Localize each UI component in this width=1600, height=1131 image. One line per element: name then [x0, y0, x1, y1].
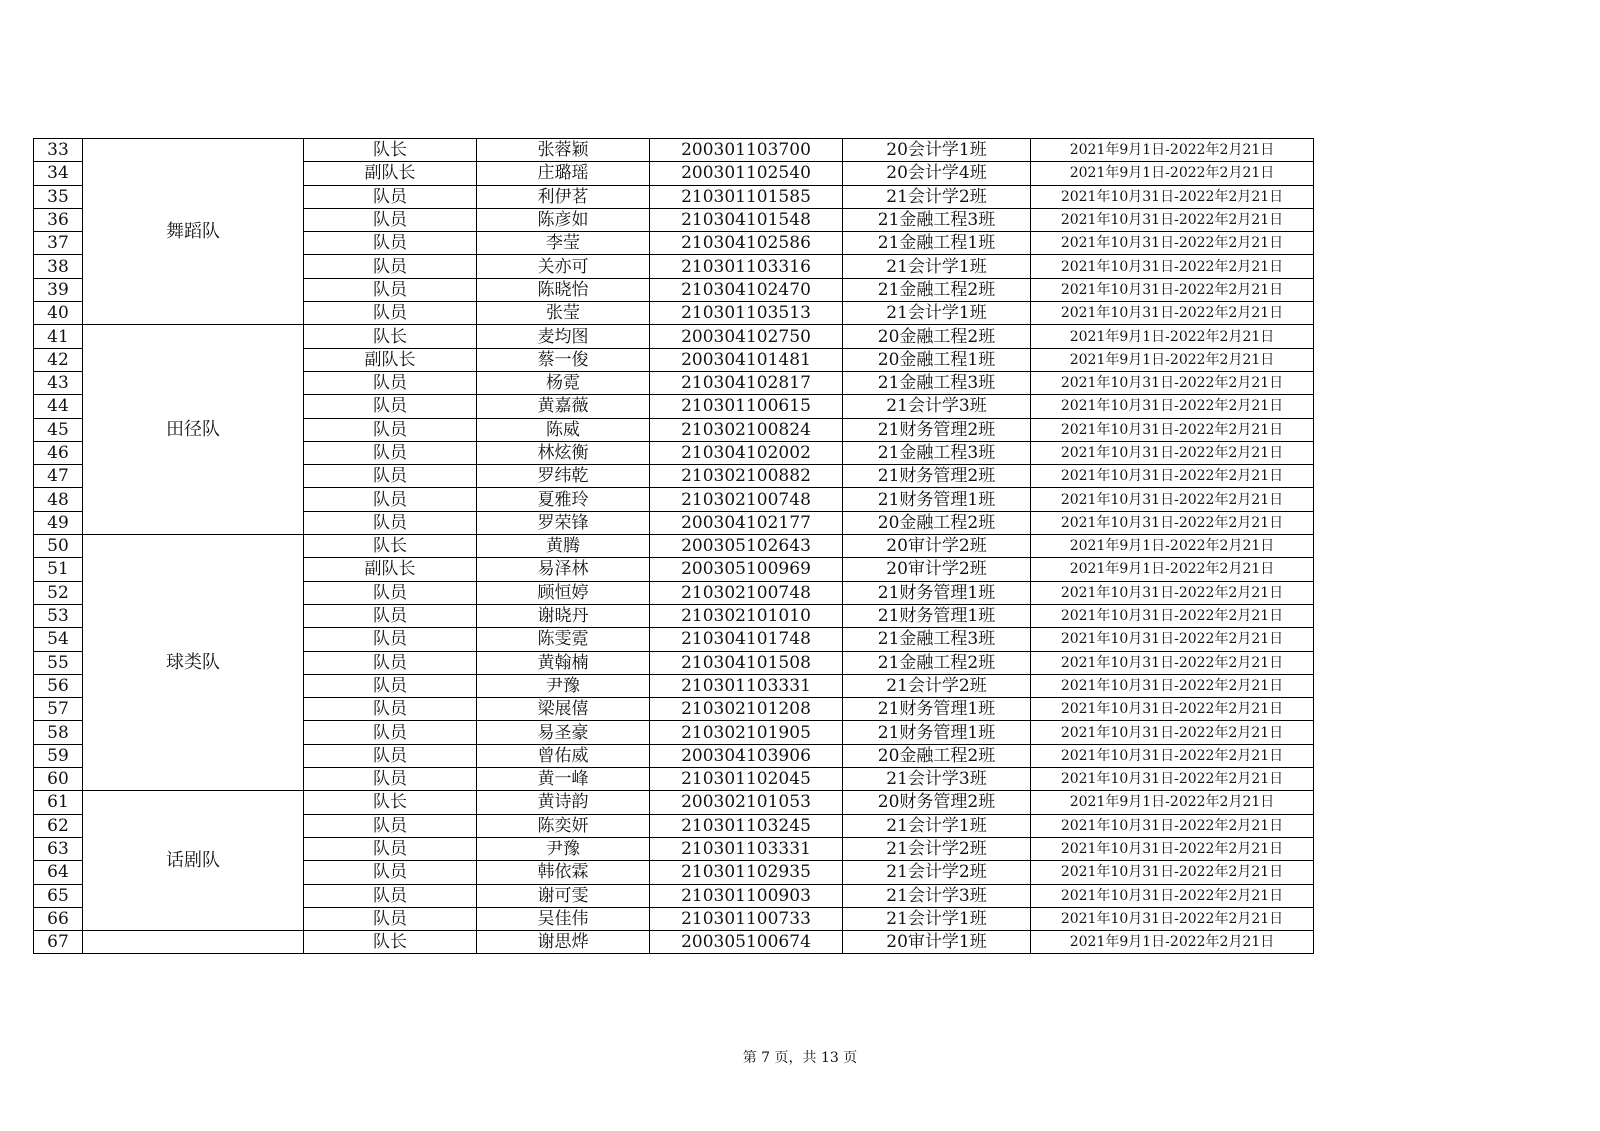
class-cell: 21财务管理1班 [843, 604, 1031, 627]
name-cell: 蔡一俊 [477, 348, 650, 371]
student-id-cell: 200305100674 [650, 931, 843, 954]
term-period-cell: 2021年10月31日-2022年2月21日 [1031, 395, 1314, 418]
class-cell: 21财务管理2班 [843, 418, 1031, 441]
student-id-cell: 210302101208 [650, 698, 843, 721]
class-cell: 21会计学3班 [843, 768, 1031, 791]
team-cell: 舞蹈队 [83, 139, 304, 325]
name-cell: 陈雯霓 [477, 628, 650, 651]
name-cell: 黄翰楠 [477, 651, 650, 674]
table-row [34, 325, 1314, 348]
student-id-cell: 210301103331 [650, 837, 843, 860]
row-number: 53 [34, 604, 83, 627]
row-number: 45 [34, 418, 83, 441]
student-id-cell: 200304102177 [650, 511, 843, 534]
role-cell: 队员 [304, 208, 477, 231]
table-row [34, 791, 1314, 814]
row-number: 61 [34, 791, 83, 814]
class-cell: 21金融工程2班 [843, 651, 1031, 674]
row-number: 52 [34, 581, 83, 604]
name-cell: 庄璐瑶 [477, 162, 650, 185]
role-cell: 队员 [304, 768, 477, 791]
name-cell: 陈奕妍 [477, 814, 650, 837]
class-cell: 21会计学1班 [843, 302, 1031, 325]
role-cell: 队员 [304, 441, 477, 464]
row-number: 37 [34, 232, 83, 255]
row-number: 63 [34, 837, 83, 860]
row-number: 39 [34, 278, 83, 301]
class-cell: 20审计学2班 [843, 558, 1031, 581]
roster-table [33, 138, 1314, 954]
student-id-cell: 210301101585 [650, 185, 843, 208]
class-cell: 21金融工程2班 [843, 278, 1031, 301]
name-cell: 张蓉颖 [477, 139, 650, 162]
row-number: 36 [34, 208, 83, 231]
student-id-cell: 210301103245 [650, 814, 843, 837]
class-cell: 20财务管理2班 [843, 791, 1031, 814]
class-cell: 20会计学1班 [843, 139, 1031, 162]
role-cell: 队员 [304, 185, 477, 208]
class-cell: 21金融工程1班 [843, 232, 1031, 255]
name-cell: 罗荣锋 [477, 511, 650, 534]
term-period-cell: 2021年9月1日-2022年2月21日 [1031, 139, 1314, 162]
role-cell: 队长 [304, 139, 477, 162]
row-number: 41 [34, 325, 83, 348]
term-period-cell: 2021年10月31日-2022年2月21日 [1031, 511, 1314, 534]
term-period-cell: 2021年9月1日-2022年2月21日 [1031, 535, 1314, 558]
term-period-cell: 2021年9月1日-2022年2月21日 [1031, 791, 1314, 814]
term-period-cell: 2021年10月31日-2022年2月21日 [1031, 418, 1314, 441]
class-cell: 20金融工程1班 [843, 348, 1031, 371]
student-id-cell: 210304102817 [650, 371, 843, 394]
role-cell: 队员 [304, 674, 477, 697]
row-number: 33 [34, 139, 83, 162]
class-cell: 21会计学2班 [843, 861, 1031, 884]
name-cell: 尹豫 [477, 674, 650, 697]
name-cell: 谢可雯 [477, 884, 650, 907]
class-cell: 20审计学1班 [843, 931, 1031, 954]
row-number: 58 [34, 721, 83, 744]
class-cell: 20金融工程2班 [843, 744, 1031, 767]
role-cell: 队员 [304, 278, 477, 301]
team-cell [83, 931, 304, 954]
row-number: 49 [34, 511, 83, 534]
name-cell: 陈彦如 [477, 208, 650, 231]
student-id-cell: 210304102470 [650, 278, 843, 301]
term-period-cell: 2021年10月31日-2022年2月21日 [1031, 628, 1314, 651]
student-id-cell: 210301103513 [650, 302, 843, 325]
class-cell: 21财务管理1班 [843, 581, 1031, 604]
term-period-cell: 2021年9月1日-2022年2月21日 [1031, 348, 1314, 371]
row-number: 56 [34, 674, 83, 697]
name-cell: 罗纬乾 [477, 465, 650, 488]
class-cell: 20会计学4班 [843, 162, 1031, 185]
class-cell: 21会计学3班 [843, 395, 1031, 418]
name-cell: 林炫衡 [477, 441, 650, 464]
name-cell: 黄嘉薇 [477, 395, 650, 418]
row-number: 48 [34, 488, 83, 511]
student-id-cell: 210301102045 [650, 768, 843, 791]
student-id-cell: 210302100748 [650, 581, 843, 604]
student-id-cell: 210302101010 [650, 604, 843, 627]
term-period-cell: 2021年10月31日-2022年2月21日 [1031, 208, 1314, 231]
name-cell: 谢思烨 [477, 931, 650, 954]
term-period-cell: 2021年10月31日-2022年2月21日 [1031, 604, 1314, 627]
student-id-cell: 200304101481 [650, 348, 843, 371]
role-cell: 队员 [304, 511, 477, 534]
term-period-cell: 2021年10月31日-2022年2月21日 [1031, 441, 1314, 464]
row-number: 60 [34, 768, 83, 791]
page-footer: 第 7 页，共 13 页 [742, 1050, 858, 1066]
term-period-cell: 2021年10月31日-2022年2月21日 [1031, 278, 1314, 301]
term-period-cell: 2021年10月31日-2022年2月21日 [1031, 721, 1314, 744]
class-cell: 21财务管理1班 [843, 721, 1031, 744]
name-cell: 麦均图 [477, 325, 650, 348]
row-number: 34 [34, 162, 83, 185]
name-cell: 杨霓 [477, 371, 650, 394]
name-cell: 尹豫 [477, 837, 650, 860]
role-cell: 队员 [304, 628, 477, 651]
row-number: 64 [34, 861, 83, 884]
name-cell: 曾佑威 [477, 744, 650, 767]
student-id-cell: 210304101748 [650, 628, 843, 651]
term-period-cell: 2021年9月1日-2022年2月21日 [1031, 558, 1314, 581]
term-period-cell: 2021年10月31日-2022年2月21日 [1031, 255, 1314, 278]
name-cell: 关亦可 [477, 255, 650, 278]
row-number: 35 [34, 185, 83, 208]
role-cell: 副队长 [304, 162, 477, 185]
role-cell: 队员 [304, 721, 477, 744]
class-cell: 20审计学2班 [843, 535, 1031, 558]
student-id-cell: 210302100882 [650, 465, 843, 488]
term-period-cell: 2021年10月31日-2022年2月21日 [1031, 907, 1314, 930]
row-number: 51 [34, 558, 83, 581]
table-row [34, 931, 1314, 954]
student-id-cell: 210301103316 [650, 255, 843, 278]
term-period-cell: 2021年10月31日-2022年2月21日 [1031, 465, 1314, 488]
name-cell: 韩依霖 [477, 861, 650, 884]
class-cell: 21金融工程3班 [843, 208, 1031, 231]
term-period-cell: 2021年10月31日-2022年2月21日 [1031, 698, 1314, 721]
row-number: 62 [34, 814, 83, 837]
student-id-cell: 210301100903 [650, 884, 843, 907]
role-cell: 队员 [304, 465, 477, 488]
role-cell: 副队长 [304, 558, 477, 581]
term-period-cell: 2021年10月31日-2022年2月21日 [1031, 185, 1314, 208]
student-id-cell: 200301102540 [650, 162, 843, 185]
row-number: 66 [34, 907, 83, 930]
student-id-cell: 210301103331 [650, 674, 843, 697]
class-cell: 21会计学1班 [843, 814, 1031, 837]
class-cell: 20金融工程2班 [843, 325, 1031, 348]
term-period-cell: 2021年10月31日-2022年2月21日 [1031, 651, 1314, 674]
student-id-cell: 200304103906 [650, 744, 843, 767]
student-id-cell: 200305102643 [650, 535, 843, 558]
class-cell: 21会计学2班 [843, 674, 1031, 697]
term-period-cell: 2021年10月31日-2022年2月21日 [1031, 581, 1314, 604]
role-cell: 队员 [304, 488, 477, 511]
name-cell: 谢晓丹 [477, 604, 650, 627]
student-id-cell: 200304102750 [650, 325, 843, 348]
student-id-cell: 200301103700 [650, 139, 843, 162]
student-id-cell: 210304101508 [650, 651, 843, 674]
role-cell: 副队长 [304, 348, 477, 371]
class-cell: 21财务管理1班 [843, 488, 1031, 511]
student-id-cell: 210304101548 [650, 208, 843, 231]
team-cell: 话剧队 [83, 791, 304, 931]
role-cell: 队长 [304, 791, 477, 814]
term-period-cell: 2021年10月31日-2022年2月21日 [1031, 837, 1314, 860]
student-id-cell: 210302101905 [650, 721, 843, 744]
role-cell: 队员 [304, 837, 477, 860]
student-id-cell: 200305100969 [650, 558, 843, 581]
student-id-cell: 210301100733 [650, 907, 843, 930]
name-cell: 李莹 [477, 232, 650, 255]
row-number: 59 [34, 744, 83, 767]
name-cell: 利伊茗 [477, 185, 650, 208]
student-id-cell: 210301100615 [650, 395, 843, 418]
term-period-cell: 2021年10月31日-2022年2月21日 [1031, 232, 1314, 255]
role-cell: 队员 [304, 604, 477, 627]
row-number: 67 [34, 931, 83, 954]
name-cell: 易泽林 [477, 558, 650, 581]
row-number: 44 [34, 395, 83, 418]
name-cell: 黄一峰 [477, 768, 650, 791]
role-cell: 队员 [304, 581, 477, 604]
role-cell: 队长 [304, 931, 477, 954]
role-cell: 队员 [304, 884, 477, 907]
term-period-cell: 2021年10月31日-2022年2月21日 [1031, 884, 1314, 907]
class-cell: 21金融工程3班 [843, 628, 1031, 651]
class-cell: 21会计学2班 [843, 837, 1031, 860]
student-id-cell: 210302100824 [650, 418, 843, 441]
table-row [34, 139, 1314, 162]
term-period-cell: 2021年10月31日-2022年2月21日 [1031, 744, 1314, 767]
name-cell: 梁展僖 [477, 698, 650, 721]
term-period-cell: 2021年10月31日-2022年2月21日 [1031, 488, 1314, 511]
name-cell: 陈晓怡 [477, 278, 650, 301]
term-period-cell: 2021年9月1日-2022年2月21日 [1031, 325, 1314, 348]
student-id-cell: 210304102002 [650, 441, 843, 464]
role-cell: 队员 [304, 418, 477, 441]
row-number: 47 [34, 465, 83, 488]
term-period-cell: 2021年9月1日-2022年2月21日 [1031, 162, 1314, 185]
class-cell: 21会计学3班 [843, 884, 1031, 907]
name-cell: 顾恒婷 [477, 581, 650, 604]
role-cell: 队员 [304, 698, 477, 721]
term-period-cell: 2021年10月31日-2022年2月21日 [1031, 768, 1314, 791]
team-cell: 田径队 [83, 325, 304, 535]
role-cell: 队员 [304, 907, 477, 930]
student-id-cell: 210301102935 [650, 861, 843, 884]
student-id-cell: 210304102586 [650, 232, 843, 255]
role-cell: 队员 [304, 395, 477, 418]
class-cell: 21财务管理2班 [843, 465, 1031, 488]
row-number: 54 [34, 628, 83, 651]
name-cell: 张莹 [477, 302, 650, 325]
role-cell: 队员 [304, 302, 477, 325]
role-cell: 队员 [304, 744, 477, 767]
role-cell: 队长 [304, 325, 477, 348]
name-cell: 陈威 [477, 418, 650, 441]
student-id-cell: 210302100748 [650, 488, 843, 511]
name-cell: 吴佳伟 [477, 907, 650, 930]
role-cell: 队长 [304, 535, 477, 558]
row-number: 65 [34, 884, 83, 907]
name-cell: 夏雅玲 [477, 488, 650, 511]
student-id-cell: 200302101053 [650, 791, 843, 814]
class-cell: 21金融工程3班 [843, 441, 1031, 464]
name-cell: 易圣豪 [477, 721, 650, 744]
role-cell: 队员 [304, 255, 477, 278]
class-cell: 21财务管理1班 [843, 698, 1031, 721]
class-cell: 21会计学2班 [843, 185, 1031, 208]
class-cell: 21会计学1班 [843, 255, 1031, 278]
row-number: 55 [34, 651, 83, 674]
row-number: 40 [34, 302, 83, 325]
class-cell: 20金融工程2班 [843, 511, 1031, 534]
role-cell: 队员 [304, 232, 477, 255]
term-period-cell: 2021年10月31日-2022年2月21日 [1031, 674, 1314, 697]
row-number: 43 [34, 371, 83, 394]
term-period-cell: 2021年10月31日-2022年2月21日 [1031, 371, 1314, 394]
role-cell: 队员 [304, 861, 477, 884]
term-period-cell: 2021年10月31日-2022年2月21日 [1031, 302, 1314, 325]
row-number: 46 [34, 441, 83, 464]
row-number: 50 [34, 535, 83, 558]
row-number: 57 [34, 698, 83, 721]
row-number: 38 [34, 255, 83, 278]
table-row [34, 535, 1314, 558]
row-number: 42 [34, 348, 83, 371]
term-period-cell: 2021年10月31日-2022年2月21日 [1031, 814, 1314, 837]
table-body [34, 139, 1314, 954]
term-period-cell: 2021年9月1日-2022年2月21日 [1031, 931, 1314, 954]
role-cell: 队员 [304, 814, 477, 837]
role-cell: 队员 [304, 651, 477, 674]
term-period-cell: 2021年10月31日-2022年2月21日 [1031, 861, 1314, 884]
class-cell: 21金融工程3班 [843, 371, 1031, 394]
name-cell: 黄诗韵 [477, 791, 650, 814]
name-cell: 黄腾 [477, 535, 650, 558]
class-cell: 21会计学1班 [843, 907, 1031, 930]
team-cell: 球类队 [83, 535, 304, 791]
role-cell: 队员 [304, 371, 477, 394]
